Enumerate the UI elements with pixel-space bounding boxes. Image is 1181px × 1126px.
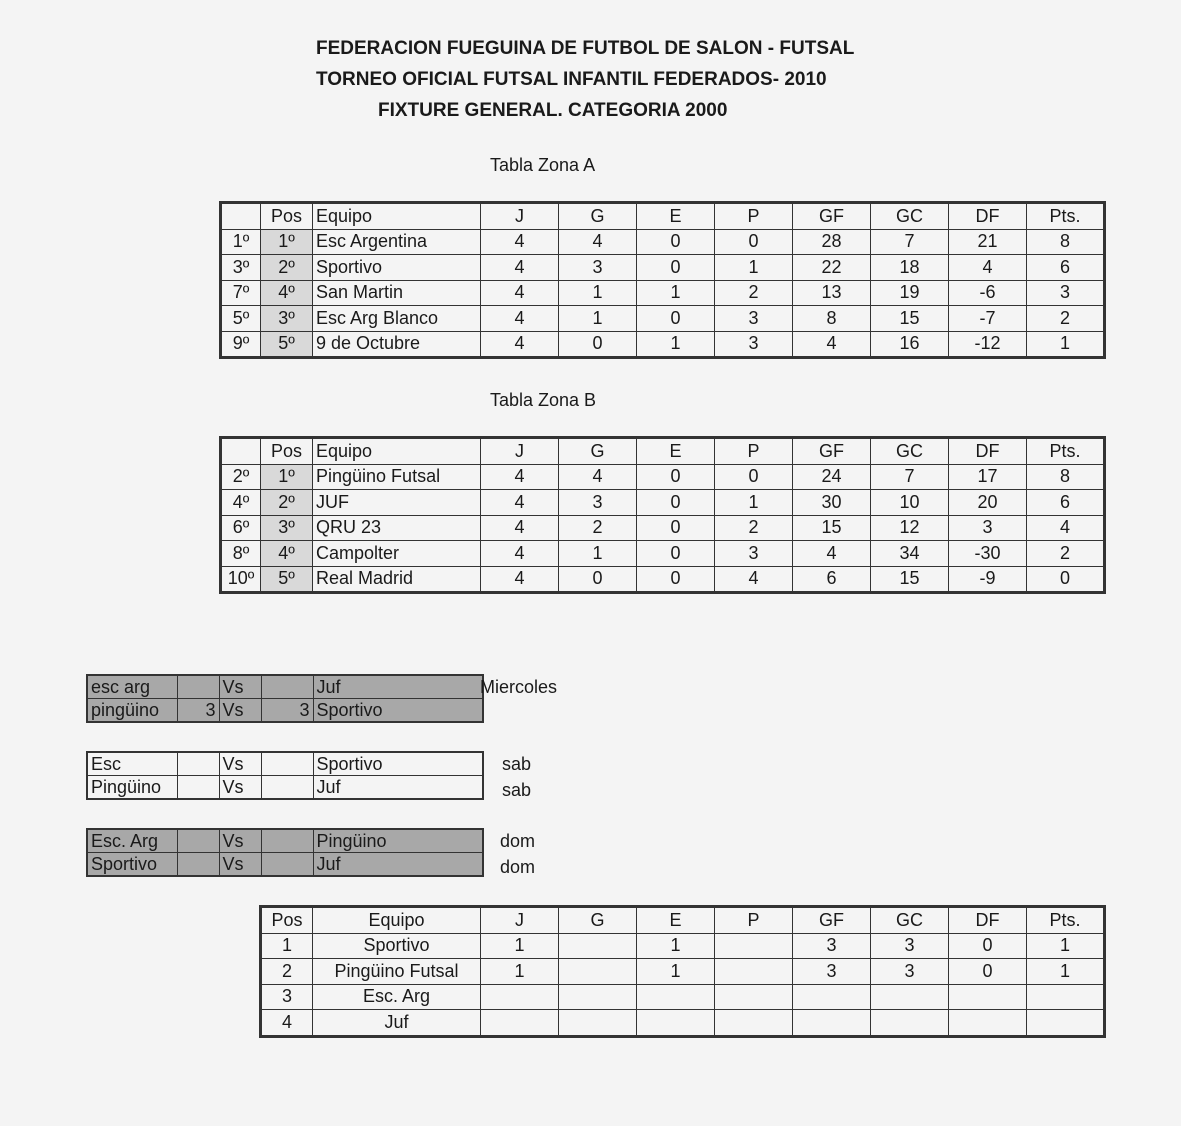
team-row — [221, 541, 1105, 567]
stat-cell: 4 — [793, 331, 871, 358]
stat-cell: 3 — [559, 490, 637, 516]
team-name-cell: QRU 23 — [313, 515, 481, 541]
corner-cell — [221, 438, 261, 465]
match-row — [87, 752, 483, 776]
team-name-cell: Sportivo — [313, 933, 481, 959]
stat-cell: 0 — [559, 566, 637, 593]
versus-cell: Vs — [219, 829, 261, 853]
match-day-label: sab — [502, 780, 532, 800]
stat-cell: 19 — [871, 280, 949, 306]
stat-cell: 3 — [715, 541, 793, 567]
stat-cell: 6 — [793, 566, 871, 593]
stat-cell: 8 — [1027, 464, 1105, 490]
team-row — [261, 933, 1105, 959]
column-header: G — [559, 438, 637, 465]
stat-cell: 0 — [637, 306, 715, 332]
stat-cell: -12 — [949, 331, 1027, 358]
stat-cell: 0 — [637, 541, 715, 567]
team-row — [261, 959, 1105, 985]
stat-cell: 1 — [715, 255, 793, 281]
zone-pos-cell: 1º — [261, 229, 313, 255]
zone-pos-cell: 1º — [261, 464, 313, 490]
stat-cell — [1027, 1010, 1105, 1037]
stat-cell: 2 — [715, 515, 793, 541]
zona-a-caption: Tabla Zona A — [490, 155, 596, 175]
pos-cell: 4 — [261, 1010, 313, 1037]
stat-cell: 4 — [559, 464, 637, 490]
stat-cell: 2 — [1027, 541, 1105, 567]
stat-cell: 3 — [793, 933, 871, 959]
stat-cell: 1 — [637, 933, 715, 959]
team-row — [221, 566, 1105, 593]
team-name-cell: Pingüino Futsal — [313, 464, 481, 490]
match-day-label: dom — [500, 831, 536, 851]
stat-cell: 1 — [1027, 959, 1105, 985]
stat-cell: 2 — [1027, 306, 1105, 332]
stat-cell — [793, 1010, 871, 1037]
stat-cell: 4 — [715, 566, 793, 593]
match-day-label: sab — [502, 754, 532, 774]
header-row — [221, 203, 1105, 230]
home-team-cell: Esc — [87, 752, 177, 776]
away-team-cell: Pingüino — [313, 829, 483, 853]
zona-b-table — [219, 436, 1106, 594]
stat-cell: 0 — [949, 959, 1027, 985]
team-row — [221, 331, 1105, 358]
column-header: E — [637, 907, 715, 934]
stat-cell: 21 — [949, 229, 1027, 255]
stat-cell: 22 — [793, 255, 871, 281]
stat-cell — [1027, 984, 1105, 1010]
column-header: G — [559, 203, 637, 230]
overall-rank-cell: 9º — [221, 331, 261, 358]
stat-cell: 3 — [793, 959, 871, 985]
zona-b-caption: Tabla Zona B — [490, 390, 597, 410]
stat-cell: 17 — [949, 464, 1027, 490]
stat-cell: 1 — [481, 933, 559, 959]
stat-cell — [793, 984, 871, 1010]
stat-cell: 4 — [481, 255, 559, 281]
stat-cell — [715, 1010, 793, 1037]
team-row — [221, 306, 1105, 332]
stat-cell: 7 — [871, 464, 949, 490]
away-team-cell: Juf — [313, 853, 483, 877]
stat-cell: 1 — [715, 490, 793, 516]
stat-cell — [715, 984, 793, 1010]
team-row — [221, 464, 1105, 490]
away-score-cell — [261, 675, 313, 699]
overall-rank-cell: 6º — [221, 515, 261, 541]
home-score-cell — [177, 752, 219, 776]
versus-cell: Vs — [219, 699, 261, 723]
column-header: Pos — [261, 438, 313, 465]
team-name-cell: JUF — [313, 490, 481, 516]
stat-cell — [715, 933, 793, 959]
stat-cell: 10 — [871, 490, 949, 516]
home-score-cell — [177, 829, 219, 853]
stat-cell: -30 — [949, 541, 1027, 567]
zone-pos-cell: 4º — [261, 541, 313, 567]
stat-cell: 1 — [637, 280, 715, 306]
column-header: Pts. — [1027, 907, 1105, 934]
column-header: Pos — [261, 907, 313, 934]
stat-cell: 3 — [715, 306, 793, 332]
overall-rank-cell: 5º — [221, 306, 261, 332]
fixture-block — [86, 674, 484, 723]
home-score-cell — [177, 853, 219, 877]
column-header: GC — [871, 438, 949, 465]
stat-cell: 4 — [481, 490, 559, 516]
corner-cell — [221, 203, 261, 230]
overall-rank-cell: 3º — [221, 255, 261, 281]
stat-cell — [949, 984, 1027, 1010]
stat-cell: 24 — [793, 464, 871, 490]
stat-cell: 0 — [637, 229, 715, 255]
column-header: J — [481, 203, 559, 230]
stat-cell: 4 — [559, 229, 637, 255]
stat-cell: 8 — [1027, 229, 1105, 255]
team-row — [261, 1010, 1105, 1037]
stat-cell: 2 — [559, 515, 637, 541]
match-day-label: dom — [500, 857, 536, 877]
stat-cell: 4 — [481, 331, 559, 358]
header-row — [261, 907, 1105, 934]
stat-cell: 0 — [637, 490, 715, 516]
overall-rank-cell: 2º — [221, 464, 261, 490]
match-row — [87, 675, 483, 699]
stat-cell — [559, 1010, 637, 1037]
stat-cell: 6 — [1027, 490, 1105, 516]
stat-cell — [481, 984, 559, 1010]
stat-cell: 15 — [871, 566, 949, 593]
stat-cell: 0 — [637, 515, 715, 541]
stat-cell: 0 — [559, 331, 637, 358]
home-team-cell: Pingüino — [87, 776, 177, 800]
versus-cell: Vs — [219, 675, 261, 699]
stat-cell: 4 — [481, 515, 559, 541]
stat-cell: 18 — [871, 255, 949, 281]
stat-cell: 7 — [871, 229, 949, 255]
stat-cell: 4 — [949, 255, 1027, 281]
overall-rank-cell: 1º — [221, 229, 261, 255]
column-header: Equipo — [313, 438, 481, 465]
stat-cell: 6 — [1027, 255, 1105, 281]
stat-cell: 15 — [793, 515, 871, 541]
away-team-cell: Juf — [313, 776, 483, 800]
stat-cell: 3 — [871, 959, 949, 985]
zone-pos-cell: 5º — [261, 566, 313, 593]
team-name-cell: Pingüino Futsal — [313, 959, 481, 985]
team-row — [221, 229, 1105, 255]
team-row — [261, 984, 1105, 1010]
title-federation: FEDERACION FUEGUINA DE FUTBOL DE SALON - FUTSAL — [316, 38, 855, 59]
team-row — [221, 490, 1105, 516]
stat-cell: 34 — [871, 541, 949, 567]
away-score-cell — [261, 853, 313, 877]
stat-cell: 3 — [949, 515, 1027, 541]
stat-cell — [637, 984, 715, 1010]
stat-cell — [559, 984, 637, 1010]
team-name-cell: 9 de Octubre — [313, 331, 481, 358]
title-fixture: FIXTURE GENERAL. CATEGORIA 2000 — [378, 100, 728, 121]
stat-cell: 1 — [637, 959, 715, 985]
stat-cell — [949, 1010, 1027, 1037]
stat-cell: -6 — [949, 280, 1027, 306]
column-header: GC — [871, 203, 949, 230]
stat-cell: 15 — [871, 306, 949, 332]
stat-cell: 3 — [871, 933, 949, 959]
stat-cell: 1 — [637, 331, 715, 358]
stat-cell — [715, 959, 793, 985]
home-team-cell: esc arg — [87, 675, 177, 699]
stat-cell: 12 — [871, 515, 949, 541]
stat-cell: 1 — [559, 541, 637, 567]
stat-cell — [559, 933, 637, 959]
zona-a-table — [219, 201, 1106, 359]
stat-cell: 8 — [793, 306, 871, 332]
stat-cell: 4 — [793, 541, 871, 567]
column-header: P — [715, 907, 793, 934]
stat-cell: 0 — [715, 229, 793, 255]
team-name-cell: Juf — [313, 1010, 481, 1037]
match-row — [87, 829, 483, 853]
column-header: E — [637, 203, 715, 230]
column-header: J — [481, 438, 559, 465]
home-score-cell — [177, 675, 219, 699]
stat-cell: 16 — [871, 331, 949, 358]
stat-cell — [637, 1010, 715, 1037]
stat-cell: 4 — [481, 464, 559, 490]
home-team-cell: pingüino — [87, 699, 177, 723]
away-team-cell: Juf — [313, 675, 483, 699]
column-header: E — [637, 438, 715, 465]
zone-pos-cell: 2º — [261, 490, 313, 516]
stat-cell: 1 — [559, 306, 637, 332]
column-header: GF — [793, 438, 871, 465]
match-row — [87, 776, 483, 800]
pos-cell: 1 — [261, 933, 313, 959]
team-name-cell: San Martin — [313, 280, 481, 306]
fixture-block — [86, 828, 484, 877]
fixture-block — [86, 751, 484, 800]
team-name-cell: Campolter — [313, 541, 481, 567]
stat-cell: 13 — [793, 280, 871, 306]
stat-cell: 1 — [559, 280, 637, 306]
stat-cell — [481, 1010, 559, 1037]
header-row — [221, 438, 1105, 465]
pos-cell: 3 — [261, 984, 313, 1010]
versus-cell: Vs — [219, 853, 261, 877]
pos-cell: 2 — [261, 959, 313, 985]
column-header: DF — [949, 203, 1027, 230]
stat-cell: 1 — [1027, 331, 1105, 358]
column-header: J — [481, 907, 559, 934]
team-name-cell: Real Madrid — [313, 566, 481, 593]
column-header: G — [559, 907, 637, 934]
column-header: DF — [949, 438, 1027, 465]
stat-cell: 4 — [481, 306, 559, 332]
stat-cell: 30 — [793, 490, 871, 516]
stat-cell: 3 — [559, 255, 637, 281]
stat-cell — [871, 984, 949, 1010]
versus-cell: Vs — [219, 752, 261, 776]
team-name-cell: Esc. Arg — [313, 984, 481, 1010]
stat-cell: 20 — [949, 490, 1027, 516]
stat-cell: 4 — [481, 229, 559, 255]
zone-pos-cell: 4º — [261, 280, 313, 306]
team-row — [221, 280, 1105, 306]
stat-cell: 0 — [715, 464, 793, 490]
team-row — [221, 255, 1105, 281]
stat-cell — [559, 959, 637, 985]
zone-pos-cell: 3º — [261, 515, 313, 541]
overall-rank-cell: 4º — [221, 490, 261, 516]
column-header: Equipo — [313, 203, 481, 230]
home-team-cell: Esc. Arg — [87, 829, 177, 853]
column-header: Pts. — [1027, 203, 1105, 230]
away-team-cell: Sportivo — [313, 752, 483, 776]
versus-cell: Vs — [219, 776, 261, 800]
column-header: GF — [793, 907, 871, 934]
stat-cell: 2 — [715, 280, 793, 306]
away-score-cell: 3 — [261, 699, 313, 723]
stat-cell: 1 — [1027, 933, 1105, 959]
stat-cell: 4 — [481, 280, 559, 306]
stat-cell: 1 — [481, 959, 559, 985]
team-name-cell: Esc Argentina — [313, 229, 481, 255]
team-name-cell: Sportivo — [313, 255, 481, 281]
column-header: Equipo — [313, 907, 481, 934]
home-team-cell: Sportivo — [87, 853, 177, 877]
stat-cell: 0 — [949, 933, 1027, 959]
away-team-cell: Sportivo — [313, 699, 483, 723]
column-header: Pos — [261, 203, 313, 230]
match-day-label: Miercoles — [480, 677, 558, 697]
away-score-cell — [261, 829, 313, 853]
match-row — [87, 699, 483, 723]
stat-cell: 0 — [637, 566, 715, 593]
column-header: P — [715, 438, 793, 465]
column-header: GF — [793, 203, 871, 230]
away-score-cell — [261, 776, 313, 800]
stat-cell: -7 — [949, 306, 1027, 332]
overall-rank-cell: 7º — [221, 280, 261, 306]
zone-pos-cell: 3º — [261, 306, 313, 332]
stat-cell: 4 — [1027, 515, 1105, 541]
team-row — [221, 515, 1105, 541]
zone-pos-cell: 2º — [261, 255, 313, 281]
final-standings-table — [259, 905, 1106, 1038]
title-tournament: TORNEO OFICIAL FUTSAL INFANTIL FEDERADOS- 2010 — [316, 69, 827, 90]
stat-cell: 3 — [715, 331, 793, 358]
stat-cell: 0 — [637, 464, 715, 490]
column-header: Pts. — [1027, 438, 1105, 465]
column-header: P — [715, 203, 793, 230]
stat-cell: 4 — [481, 566, 559, 593]
away-score-cell — [261, 752, 313, 776]
home-score-cell: 3 — [177, 699, 219, 723]
stat-cell: 28 — [793, 229, 871, 255]
column-header: DF — [949, 907, 1027, 934]
stat-cell — [871, 1010, 949, 1037]
column-header: GC — [871, 907, 949, 934]
home-score-cell — [177, 776, 219, 800]
team-name-cell: Esc Arg Blanco — [313, 306, 481, 332]
stat-cell: 3 — [1027, 280, 1105, 306]
stat-cell: 0 — [637, 255, 715, 281]
stat-cell: 0 — [1027, 566, 1105, 593]
overall-rank-cell: 10º — [221, 566, 261, 593]
overall-rank-cell: 8º — [221, 541, 261, 567]
stat-cell: 4 — [481, 541, 559, 567]
zone-pos-cell: 5º — [261, 331, 313, 358]
match-row — [87, 853, 483, 877]
stat-cell: -9 — [949, 566, 1027, 593]
